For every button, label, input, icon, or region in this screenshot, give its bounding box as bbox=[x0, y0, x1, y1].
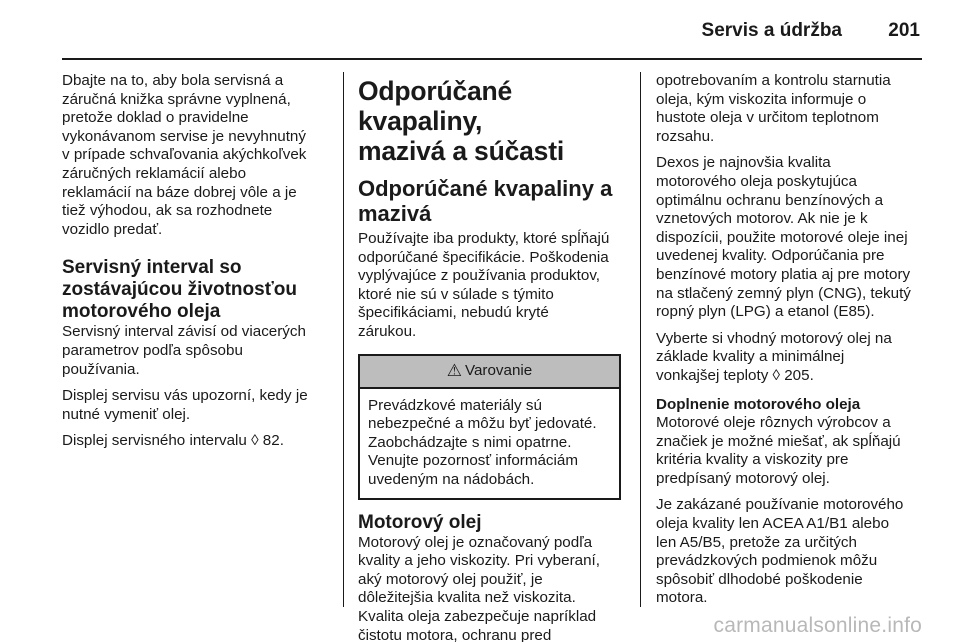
warning-box bbox=[358, 354, 621, 500]
page-number: 201 bbox=[888, 20, 920, 41]
paragraph-service-display-ref: Displej servisného intervalu ◊ 82. bbox=[62, 432, 284, 450]
heading-topping-up-oil: Doplnenie motorového oleja bbox=[656, 395, 861, 413]
watermark: carmanualsonline.info bbox=[713, 614, 922, 637]
column-divider-right bbox=[640, 72, 641, 607]
paragraph-forbidden-oils: Je zakázané používanie motorového oleja kvality len ACEA A1/B1 alebo len A5/B5, pretože za určitých prevádzkových podmienok môžu spôsobiť dlhodobé poškodenie motora. bbox=[656, 496, 904, 607]
paragraph-oil-viscosity: opotrebovaním a kontrolu starnutia oleja, kým viskozita informuje o hustote oleja v určitom teplotnom rozsahu. bbox=[656, 72, 891, 145]
paragraph-engine-oil: Motorový olej je označovaný podľa kvality a jeho viskozity. Pri vyberaní, aký motorový olej použiť, je dôležitejšia kvalita než viskozita. Kvalita oleja zabezpečuje napríklad čistotu motora, ochranu pred bbox=[358, 533, 600, 642]
column-1 bbox=[62, 72, 328, 459]
paragraph-choose-oil: Vyberte si vhodný motorový olej na základe kvality a minimálnej vonkajšej teploty ◊ 205. bbox=[656, 329, 892, 384]
warning-header bbox=[360, 356, 619, 389]
warning-triangle-icon: ⚠ bbox=[446, 360, 462, 380]
paragraph-service-interval: Servisný interval závisí od viacerých parametrov podľa spôsobu používania. bbox=[62, 323, 306, 378]
heading-recommended-fluids: Odporúčané kvapaliny a mazivá bbox=[358, 176, 613, 226]
warning-text: Prevádzkové materiály sú nebezpečné a môžu byť jedovaté. Zaobchádzajte s nimi opatrne. Venujte pozornosť informáciám uvedeným na nádobách. bbox=[368, 396, 597, 488]
header-rule bbox=[62, 58, 922, 60]
paragraph-use-products: Používajte iba produkty, ktoré spĺňajú odporúčané špecifikácie. Poškodenia vyplývajúce z používania produktov, ktoré nie sú v súlade s týmito špecifikáciami, nebudú kryté zárukou. bbox=[358, 230, 610, 340]
heading-service-interval: Servisný interval so zostávajúcou životnosťou motorového oleja bbox=[62, 257, 298, 323]
page-header bbox=[0, 0, 960, 60]
paragraph-service-book: Dbajte na to, aby bola servisná a záručná knižka správne vyplnená, pretože doklad o pravidelne vykonávanom servise je nevyhnutný v prípade schvaľovania akýchkoľvek záručných reklamácií alebo reklamácií na báze dobrej vôle a je tiež výhodou, ak sa rozhodnete vozidlo predať. bbox=[62, 72, 307, 238]
heading-engine-oil: Motorový olej bbox=[358, 511, 482, 533]
column-2 bbox=[358, 72, 624, 642]
warning-title: Varovanie bbox=[464, 361, 533, 379]
paragraph-dexos: Dexos je najnovšia kvalita motorového oleja poskytujúca optimálnu ochranu benzínových a vznetových motorov. Ak nie je k dispozícii, použite motorové oleje inej uvedenej kvality. Odporúčania pre benzínové motory platia aj pre motory na stlačený zemný plyn (CNG), tekutý ropný plyn (LPG) a etanol (E85). bbox=[656, 154, 911, 321]
paragraph-mixing-oils: Motorové oleje rôznych výrobcov a značiek je možné miešať, ak spĺňajú kritéria kvality a viskozity pre predpísaný motorový olej. bbox=[656, 414, 901, 487]
column-divider-left bbox=[343, 72, 344, 607]
column-3 bbox=[656, 72, 922, 616]
section-title: Servis a údržba bbox=[701, 20, 842, 41]
paragraph-service-display: Displej servisu vás upozorní, kedy je nutné vymeniť olej. bbox=[62, 387, 308, 423]
heading-recommended-fluids-parts: Odporúčané kvapaliny, mazivá a súčasti bbox=[358, 76, 564, 166]
